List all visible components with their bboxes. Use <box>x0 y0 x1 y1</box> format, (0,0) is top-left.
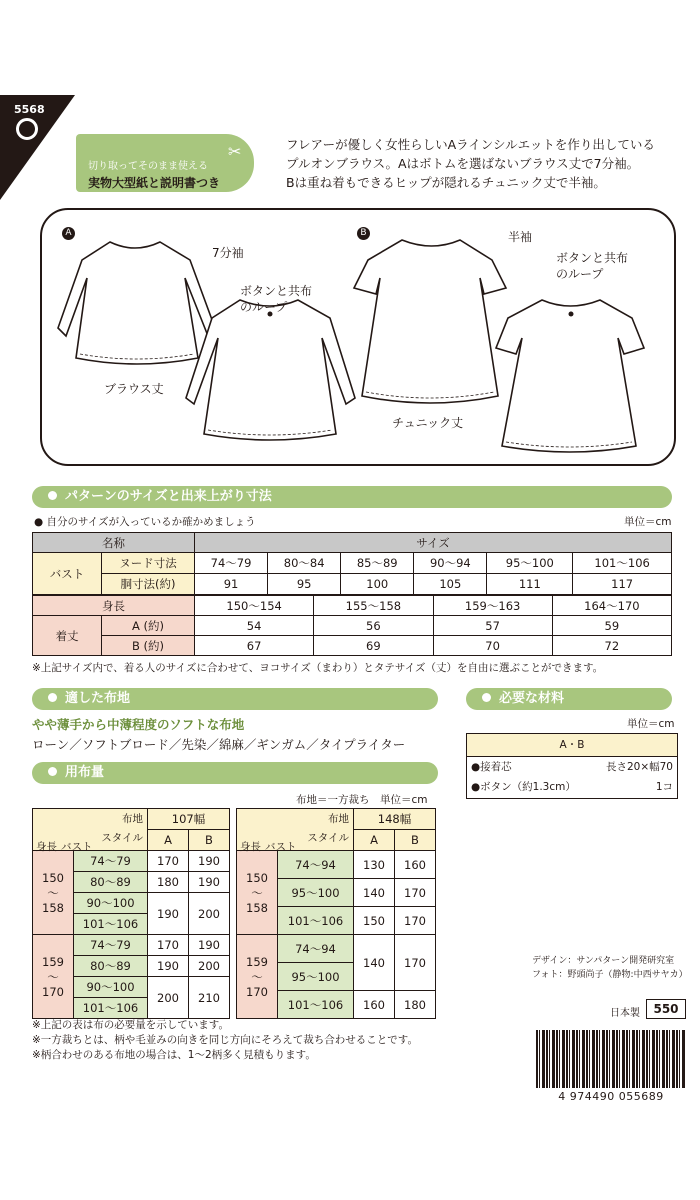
intro-line: フレアーが優しく女性らしいAラインシルエットを作り出している <box>286 137 655 152</box>
bust-cell: 80〜89 <box>74 872 148 893</box>
table-cell: 200 <box>189 893 230 935</box>
row-label: B (約) <box>102 636 195 656</box>
table-cell: 170 <box>148 935 189 956</box>
table-cell: 57 <box>433 616 552 636</box>
material-name: ●ボタン（約1.3cm） <box>471 781 576 793</box>
material-unit: 単位＝cm <box>627 718 675 730</box>
bullet-icon <box>48 767 57 776</box>
table-cell: 190 <box>148 893 189 935</box>
table-cell: 190 <box>189 935 230 956</box>
header-label: 布地 <box>328 813 349 825</box>
table-cell: 164〜170 <box>552 596 671 616</box>
bust-cell: 101〜106 <box>74 914 148 935</box>
table-cell: 130 <box>354 851 395 879</box>
price-box: 550 <box>646 999 686 1019</box>
table-cell: 74〜79 <box>195 553 268 574</box>
badge-subtitle: 切り取ってそのまま使える <box>88 161 208 172</box>
material-value: 1コ <box>655 781 673 793</box>
bullet-icon <box>48 491 57 500</box>
material-row <box>467 777 677 797</box>
table-cell: 170 <box>395 907 436 935</box>
table-cell: 170 <box>395 935 436 991</box>
fabric-description: やや薄手から中薄程度のソフトな布地 <box>32 717 245 732</box>
table-cell: 95〜100 <box>487 553 573 574</box>
row-label: 身長 <box>33 596 195 616</box>
height-group: 159 〜 170 <box>237 935 278 1019</box>
bust-cell: 74〜79 <box>74 935 148 956</box>
header-label: バスト <box>265 841 297 853</box>
bust-cell: 90〜100 <box>74 893 148 914</box>
intro-line: プルオンブラウス。Aはボトムを選ばないブラウス丈で7分袖。 <box>286 156 640 171</box>
row-label: ヌード寸法 <box>102 553 195 574</box>
made-in: 日本製 <box>610 1008 640 1019</box>
width-header: 148幅 <box>354 809 436 830</box>
header-label: 身長 <box>240 841 261 853</box>
section-title: 必要な材料 <box>499 691 565 706</box>
header-label: スタイル <box>101 832 143 844</box>
corner-header <box>33 809 148 851</box>
style-b-mark: B <box>357 227 370 240</box>
table-cell: 210 <box>189 977 230 1019</box>
garment-illustrations <box>40 208 676 466</box>
bust-cell: 101〜106 <box>278 907 354 935</box>
table-cell: 160 <box>395 851 436 879</box>
note-line: ※上記の表は布の必要量を示しています。 <box>32 1019 229 1031</box>
table-cell: 190 <box>148 956 189 977</box>
material-header: A・B <box>467 734 677 757</box>
barcode-image <box>536 1030 686 1088</box>
row-label: 胴寸法(約) <box>102 574 195 595</box>
table-cell: 200 <box>148 977 189 1019</box>
bust-cell: 95〜100 <box>278 879 354 907</box>
table-cell: 117 <box>573 574 672 595</box>
usage-section-header <box>32 762 438 784</box>
usage-table-148 <box>236 808 436 1019</box>
scissors-icon: ✂ <box>228 142 242 161</box>
header-label: バスト <box>61 841 93 853</box>
sleeve-a-label: 7分袖 <box>212 246 244 260</box>
material-section-header <box>466 688 672 710</box>
width-header: 107幅 <box>148 809 230 830</box>
row-label: A (約) <box>102 616 195 636</box>
size-footnote: ※上記サイズ内で、着る人のサイズに合わせて、ヨコサイズ（まわり）とタテサイズ（丈）を自由に選ぶことができます。 <box>32 662 604 674</box>
corner-header <box>237 809 354 851</box>
table-cell: 160 <box>354 991 395 1019</box>
section-title: 用布量 <box>65 765 105 780</box>
photo-credit: フォト：野頭尚子（静物:中西サヤカ） <box>532 970 688 980</box>
table-cell: 111 <box>487 574 573 595</box>
height-group: 150 〜 158 <box>33 851 74 935</box>
table-cell: 180 <box>148 872 189 893</box>
bust-cell: 101〜106 <box>74 998 148 1019</box>
table-cell: 190 <box>189 872 230 893</box>
table-cell: 150 <box>354 907 395 935</box>
bust-cell: 95〜100 <box>278 963 354 991</box>
table-cell: 91 <box>195 574 268 595</box>
loop-b-label: ボタンと共布 のループ <box>556 251 629 281</box>
table-cell: 59 <box>552 616 671 636</box>
bullet-icon <box>482 693 491 702</box>
material-row <box>467 757 677 777</box>
material-box <box>466 733 678 799</box>
bust-cell: 101〜106 <box>278 991 354 1019</box>
table-cell: 190 <box>189 851 230 872</box>
col-header: B <box>189 830 230 851</box>
table-cell: 72 <box>552 636 671 656</box>
sleeve-b-label: 半袖 <box>508 230 533 244</box>
table-cell: 101〜106 <box>573 553 672 574</box>
style-a-mark: A <box>62 227 75 240</box>
length-a-label: ブラウス丈 <box>104 382 164 396</box>
table-cell: 67 <box>195 636 314 656</box>
height-group: 150 〜 158 <box>237 851 278 935</box>
brand-logo <box>16 118 38 140</box>
col-header: A <box>354 830 395 851</box>
intro-line: Bは重ね着もできるヒップが隠れるチュニック丈で半袖。 <box>286 175 606 190</box>
design-credit: デザイン：サンパターン開発研究室 <box>532 956 675 966</box>
col-header: B <box>395 830 436 851</box>
length-b-label: チュニック丈 <box>392 416 464 430</box>
note-line: ※一方裁ちとは、柄や毛並みの向きを同じ方向にそろえて裁ち合わせることです。 <box>32 1034 418 1046</box>
row-label: バスト <box>33 553 102 595</box>
table-cell: 170 <box>395 879 436 907</box>
height-group: 159 〜 170 <box>33 935 74 1019</box>
header-label: 身長 <box>36 841 57 853</box>
note-text: 自分のサイズが入っているか確かめましょう <box>46 516 256 528</box>
usage-table-107 <box>32 808 230 1019</box>
size-table <box>32 532 672 595</box>
badge-title: 実物大型紙と説明書つき <box>88 176 221 190</box>
bust-cell: 80〜89 <box>74 956 148 977</box>
note-line: ※柄合わせのある布地の場合は、1〜2柄多く見積もります。 <box>32 1049 316 1061</box>
table-cell: 80〜84 <box>268 553 341 574</box>
usage-notes <box>32 1018 418 1063</box>
material-value: 長さ20×幅70 <box>605 761 673 773</box>
table-header: サイズ <box>195 533 672 553</box>
table-cell: 90〜94 <box>414 553 487 574</box>
bullet-icon <box>48 693 57 702</box>
section-title: 適した布地 <box>65 691 131 706</box>
table-cell: 100 <box>341 574 414 595</box>
size-unit: 単位＝cm <box>624 516 672 528</box>
usage-note: 布地＝一方裁ち 単位＝cm <box>296 794 428 806</box>
header-label: スタイル <box>307 832 349 844</box>
bust-cell: 74〜79 <box>74 851 148 872</box>
table-cell: 150〜154 <box>195 596 314 616</box>
size-section-header <box>32 486 672 508</box>
section-title: パターンのサイズと出来上がり寸法 <box>65 489 272 504</box>
fabric-list: ローン／ソフトブロード／先染／綿麻／ギンガム／タイプライター <box>32 737 406 752</box>
table-cell: 140 <box>354 879 395 907</box>
material-name: ●接着芯 <box>471 761 512 773</box>
loop-a-label: ボタンと共布 のループ <box>240 284 313 314</box>
header-label: 布地 <box>122 813 143 825</box>
bust-cell: 90〜100 <box>74 977 148 998</box>
row-label: 着丈 <box>33 616 102 656</box>
fabric-section-header <box>32 688 438 710</box>
table-cell: 56 <box>314 616 433 636</box>
table-cell: 70 <box>433 636 552 656</box>
barcode-number: 4 974490 055689 <box>536 1090 686 1103</box>
table-cell: 159〜163 <box>433 596 552 616</box>
bust-cell: 74〜94 <box>278 851 354 879</box>
col-header: A <box>148 830 189 851</box>
table-cell: 180 <box>395 991 436 1019</box>
table-cell: 105 <box>414 574 487 595</box>
table-cell: 140 <box>354 935 395 991</box>
table-cell: 85〜89 <box>341 553 414 574</box>
table-cell: 170 <box>148 851 189 872</box>
table-cell: 155〜158 <box>314 596 433 616</box>
table-cell: 95 <box>268 574 341 595</box>
intro-text <box>286 135 686 192</box>
size-note: ● 自分のサイズが入っているか確かめましょう <box>34 516 256 528</box>
table-header: 名称 <box>33 533 195 553</box>
table-cell: 54 <box>195 616 314 636</box>
bust-cell: 74〜94 <box>278 935 354 963</box>
length-table <box>32 595 672 656</box>
pattern-code: 5568 <box>14 103 45 116</box>
table-cell: 200 <box>189 956 230 977</box>
table-cell: 69 <box>314 636 433 656</box>
